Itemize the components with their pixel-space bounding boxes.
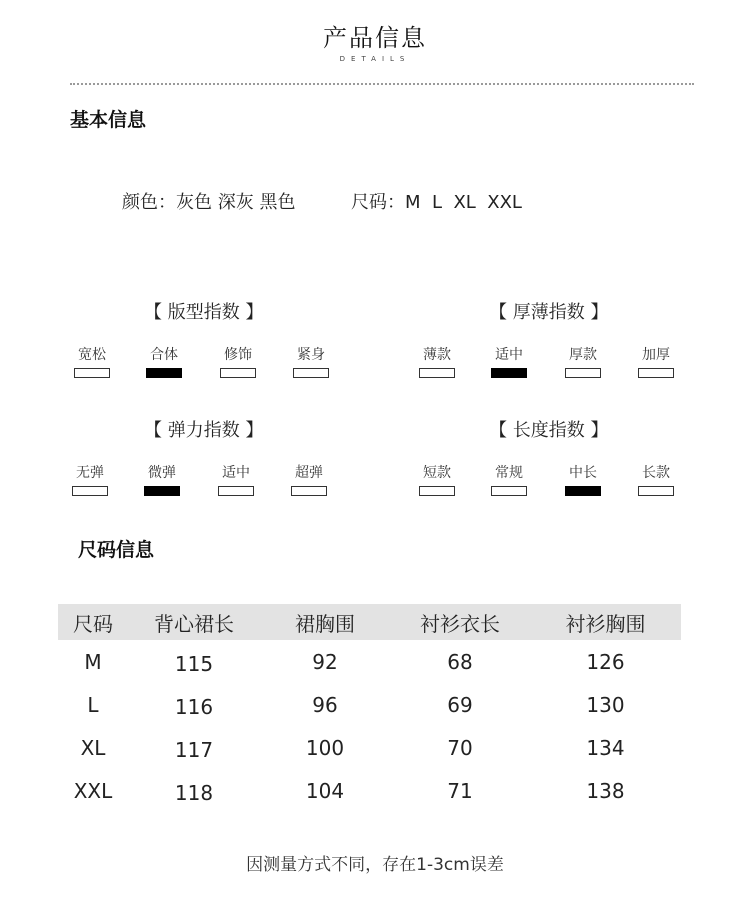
table-cell: 118 (174, 781, 214, 805)
size-values: M L XL XXL (405, 192, 522, 213)
column-header: 裙胸围 (295, 611, 355, 636)
index-box (565, 368, 601, 378)
table-cell: XL (80, 735, 106, 760)
index-box (218, 486, 254, 496)
table-cell: 115 (174, 652, 214, 676)
index-option (291, 462, 327, 496)
index-option (419, 344, 455, 378)
fit-index-group (74, 298, 338, 388)
thickness-index-title: 【 厚薄指数 】 (489, 302, 609, 323)
size-label: 尺码： (351, 192, 405, 213)
size-table (58, 604, 681, 812)
index-box (74, 368, 110, 378)
table-cell: 130 (586, 692, 625, 717)
size-info-heading: 尺码信息 (78, 539, 155, 561)
table-cell: L (87, 692, 99, 717)
index-option (220, 344, 256, 378)
index-option-label: 合体 (150, 347, 178, 363)
length-index-title: 【 长度指数 】 (489, 420, 609, 441)
table-cell: M (84, 649, 102, 674)
size-table-header (58, 604, 681, 640)
index-option (146, 344, 182, 378)
index-option-label: 加厚 (642, 347, 670, 363)
index-box (638, 368, 674, 378)
column-header: 衬衫衣长 (420, 611, 500, 636)
table-cell: 138 (586, 778, 625, 803)
table-cell: 126 (586, 649, 625, 674)
size-table-body (58, 640, 681, 812)
index-option (491, 462, 527, 496)
table-cell: 68 (447, 649, 473, 674)
table-cell: 71 (447, 778, 473, 803)
fit-index-title: 【 版型指数 】 (144, 302, 264, 323)
index-option-label: 适中 (222, 465, 250, 481)
index-option-label: 薄款 (423, 347, 451, 363)
table-cell: XXL (73, 778, 113, 803)
index-option (491, 344, 527, 378)
page-title: 产品信息 (323, 24, 427, 52)
page-subtitle: DETAILS (339, 55, 411, 63)
table-cell: 104 (305, 778, 345, 803)
index-option-label: 短款 (423, 465, 451, 481)
index-box-selected (144, 486, 180, 496)
elasticity-index-group (72, 416, 336, 506)
table-cell: 116 (174, 695, 214, 719)
index-box (419, 486, 455, 496)
index-option (419, 462, 455, 496)
index-box (72, 486, 108, 496)
index-option (638, 462, 674, 496)
length-index-group (419, 416, 683, 506)
table-cell: 117 (174, 738, 214, 762)
index-option (144, 462, 180, 496)
index-box-selected (565, 486, 601, 496)
color-label: 颜色： (122, 192, 176, 213)
column-header: 背心裙长 (154, 611, 234, 636)
index-option (74, 344, 110, 378)
index-box (491, 486, 527, 496)
thickness-index-group (419, 298, 683, 388)
table-cell: 70 (447, 735, 473, 760)
index-box (293, 368, 329, 378)
index-option (293, 344, 329, 378)
measurement-note: 因测量方式不同，存在1-3cm误差 (246, 855, 504, 875)
column-header: 尺码 (73, 611, 113, 636)
index-box (638, 486, 674, 496)
table-row (58, 640, 681, 683)
index-box (291, 486, 327, 496)
table-cell: 100 (305, 735, 345, 760)
index-option (565, 462, 601, 496)
table-cell: 96 (312, 692, 338, 717)
index-option-label: 无弹 (76, 465, 104, 481)
color-line (122, 188, 295, 214)
index-box-selected (491, 368, 527, 378)
index-option-label: 超弹 (295, 465, 323, 481)
color-values: 灰色 深灰 黑色 (176, 192, 296, 213)
dotted-divider (70, 83, 694, 85)
index-option-label: 中长 (569, 465, 597, 481)
table-cell: 69 (447, 692, 473, 717)
table-cell: 134 (586, 735, 625, 760)
index-box-selected (146, 368, 182, 378)
index-option-label: 厚款 (569, 347, 597, 363)
index-option-label: 微弹 (148, 465, 176, 481)
size-line (351, 188, 522, 214)
index-option (218, 462, 254, 496)
column-header: 衬衫胸围 (565, 611, 646, 636)
index-option-label: 适中 (495, 347, 523, 363)
elasticity-index-title: 【 弹力指数 】 (144, 420, 264, 441)
table-cell: 92 (312, 649, 338, 674)
index-option-label: 修饰 (224, 347, 252, 363)
table-row (58, 683, 681, 726)
index-option-label: 宽松 (78, 347, 106, 363)
index-option-label: 紧身 (297, 347, 325, 363)
table-row (58, 726, 681, 769)
index-option (638, 344, 674, 378)
index-option-label: 长款 (642, 465, 670, 481)
index-box (419, 368, 455, 378)
index-option-label: 常规 (495, 465, 523, 481)
table-row (58, 769, 681, 812)
index-box (220, 368, 256, 378)
index-option (72, 462, 108, 496)
basic-info-heading: 基本信息 (70, 109, 147, 131)
index-option (565, 344, 601, 378)
